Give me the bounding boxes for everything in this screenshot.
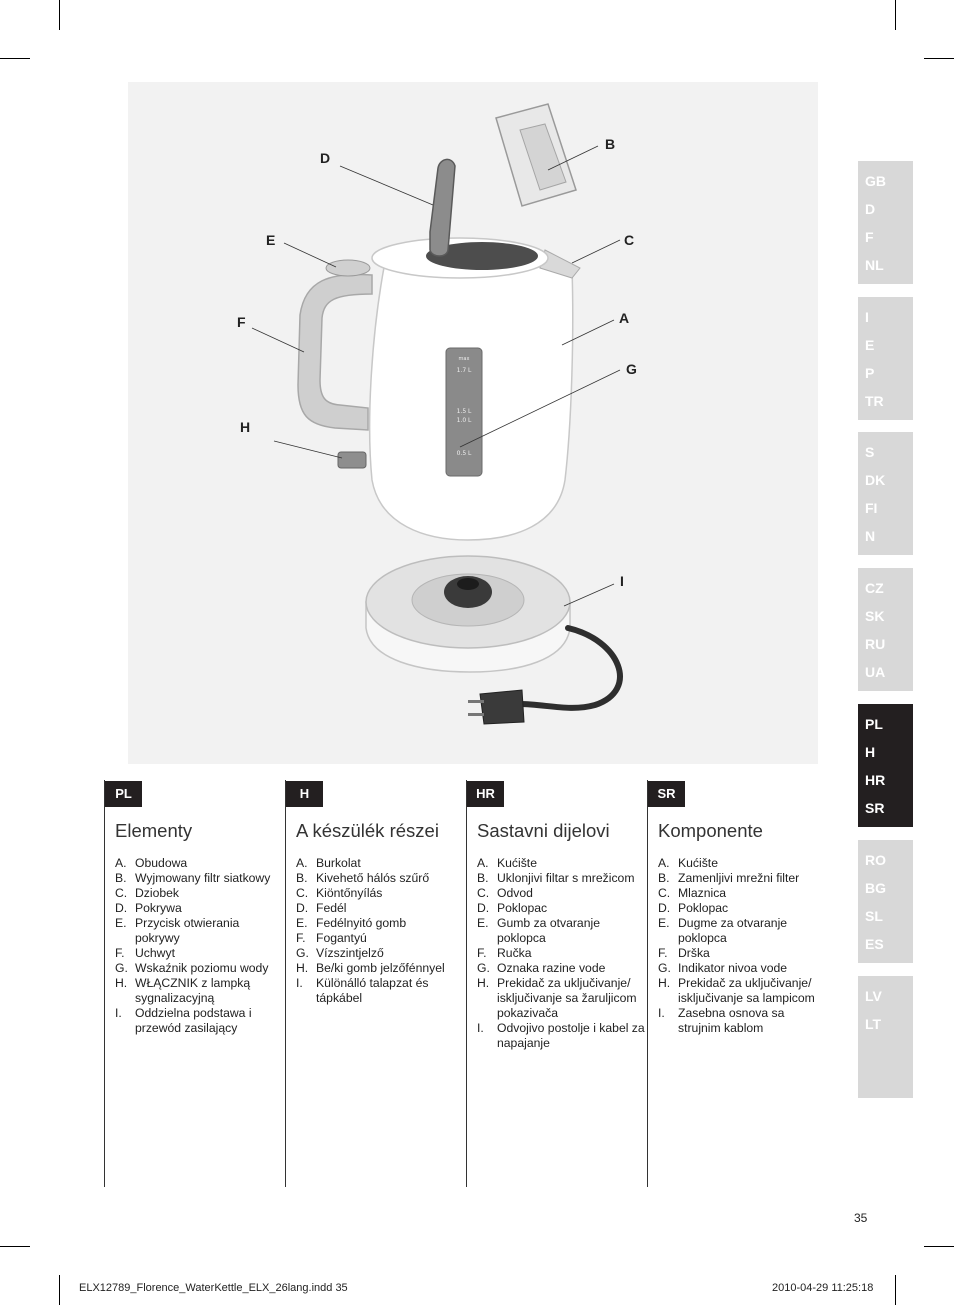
list-item: E. Dugme za otvaranje poklopca bbox=[658, 916, 788, 945]
parts-list-h bbox=[296, 856, 468, 1006]
crop-mark bbox=[924, 1246, 954, 1247]
list-item: B. Zamenljivi mrežni filter bbox=[658, 871, 800, 885]
gauge-label: max bbox=[458, 356, 470, 362]
section-title-hr: Sastavni dijelovi bbox=[477, 820, 610, 841]
gauge-label: 0.5 L bbox=[456, 450, 472, 457]
list-item: B. Uklonjivi filtar s mrežicom bbox=[477, 871, 635, 885]
list-item: A. Kućište bbox=[658, 856, 718, 870]
parts-list-sr bbox=[658, 856, 830, 1036]
list-item: F. Uchwyt bbox=[115, 946, 175, 960]
gauge-label: 1.7 L bbox=[456, 367, 472, 374]
language-link-h[interactable]: H bbox=[865, 744, 876, 760]
crop-mark bbox=[59, 1275, 60, 1305]
callout-g: G bbox=[626, 361, 637, 377]
language-link-sk[interactable]: SK bbox=[865, 608, 885, 624]
list-item: G. Indikator nivoa vode bbox=[658, 961, 788, 975]
crop-mark bbox=[895, 1275, 896, 1305]
callout-b: B bbox=[605, 136, 616, 152]
list-item: B. Kivehető hálós szűrő bbox=[296, 871, 430, 885]
gauge-label: 1.5 L bbox=[456, 408, 472, 415]
list-item: E. Przycisk otwierania pokrywy bbox=[115, 916, 240, 945]
language-link-ru[interactable]: RU bbox=[865, 636, 886, 652]
list-item: I. Odvojivo postolje i kabel za napajanje bbox=[477, 1021, 645, 1050]
footer-file-name: ELX12789_Florence_WaterKettle_ELX_26lang.indd 35 bbox=[79, 1282, 348, 1294]
language-link-gb[interactable]: GB bbox=[865, 173, 886, 189]
language-link-lt[interactable]: LT bbox=[865, 1016, 882, 1032]
callout-c: C bbox=[624, 232, 635, 248]
list-item: E. Gumb za otvaranje poklopca bbox=[477, 916, 600, 945]
language-link-s[interactable]: S bbox=[865, 444, 875, 460]
callout-h: H bbox=[240, 419, 251, 435]
column-divider bbox=[104, 780, 105, 1187]
language-group-i-e-p-tr bbox=[858, 297, 913, 420]
callout-i: I bbox=[620, 573, 624, 589]
language-link-i[interactable]: I bbox=[865, 309, 869, 325]
language-link-tr[interactable]: TR bbox=[865, 393, 884, 409]
parts-list-hr bbox=[477, 856, 649, 1051]
list-item: G. Vízszintjelző bbox=[296, 946, 384, 960]
list-item: C. Odvod bbox=[477, 886, 533, 900]
list-item: A. Kućište bbox=[477, 856, 537, 870]
language-group-ro-bg-sl-es bbox=[858, 840, 913, 963]
list-item: I. Zasebna osnova sa strujnim kablom bbox=[658, 1006, 785, 1035]
language-link-pl[interactable]: PL bbox=[865, 716, 883, 732]
list-item: I. Különálló talapzat és tápkábel bbox=[296, 976, 429, 1005]
language-tab-sr: SR bbox=[648, 781, 685, 807]
language-group-gb-d-f-nl bbox=[858, 161, 913, 284]
callout-a: A bbox=[619, 310, 630, 326]
language-group-cz-sk-ru-ua bbox=[858, 568, 913, 691]
callout-f: F bbox=[237, 314, 246, 330]
list-item: F. Drška bbox=[658, 946, 710, 960]
language-link-e[interactable]: E bbox=[865, 337, 875, 353]
list-item: H. WŁĄCZNIK z lampką sygnalizacyjną bbox=[115, 976, 251, 1005]
list-item: F. Ručka bbox=[477, 946, 532, 960]
footer-timestamp: 2010-04-29 11:25:18 bbox=[772, 1282, 874, 1294]
list-item: H. Prekidač za uključivanje/ isključivanje sa lampicom bbox=[658, 976, 815, 1005]
language-link-cz[interactable]: CZ bbox=[865, 580, 884, 596]
list-item: C. Dziobek bbox=[115, 886, 180, 900]
language-link-sl[interactable]: SL bbox=[865, 908, 883, 924]
list-item: A. Burkolat bbox=[296, 856, 361, 870]
list-item: E. Fedélnyitó gomb bbox=[296, 916, 407, 930]
section-title-h: A készülék részei bbox=[296, 820, 439, 841]
language-link-lv[interactable]: LV bbox=[865, 988, 882, 1004]
language-link-n[interactable]: N bbox=[865, 528, 876, 544]
language-group-lv-lt bbox=[858, 976, 913, 1098]
list-item: F. Fogantyú bbox=[296, 931, 367, 945]
list-item: B. Wyjmowany filtr siatkowy bbox=[115, 871, 271, 885]
list-item: I. Oddzielna podstawa i przewód zasilający bbox=[115, 1006, 252, 1035]
list-item: D. Fedél bbox=[296, 901, 347, 915]
callout-e: E bbox=[266, 232, 276, 248]
language-link-sr[interactable]: SR bbox=[865, 800, 885, 816]
language-link-ro[interactable]: RO bbox=[865, 852, 886, 868]
language-link-d[interactable]: D bbox=[865, 201, 876, 217]
language-tab-h: H bbox=[286, 781, 323, 807]
page-number: 35 bbox=[854, 1211, 868, 1225]
language-link-es[interactable]: ES bbox=[865, 936, 884, 952]
gauge-label: 1.0 L bbox=[456, 417, 472, 424]
language-link-dk[interactable]: DK bbox=[865, 472, 886, 488]
section-title-pl: Elementy bbox=[115, 820, 193, 841]
language-link-nl[interactable]: NL bbox=[865, 257, 884, 273]
language-link-ua[interactable]: UA bbox=[865, 664, 886, 680]
language-link-hr[interactable]: HR bbox=[865, 772, 886, 788]
crop-mark bbox=[0, 1246, 30, 1247]
language-link-bg[interactable]: BG bbox=[865, 880, 886, 896]
callout-d: D bbox=[320, 150, 331, 166]
language-tab-pl: PL bbox=[105, 781, 142, 807]
list-item: H. Be/ki gomb jelzőfénnyel bbox=[296, 961, 445, 975]
parts-list-pl bbox=[115, 856, 287, 1036]
list-item: C. Kiöntőnyílás bbox=[296, 886, 383, 900]
section-title-sr: Komponente bbox=[658, 820, 763, 841]
list-item: A. Obudowa bbox=[115, 856, 188, 870]
list-item: D. Poklopac bbox=[658, 901, 729, 915]
language-tab-hr: HR bbox=[467, 781, 504, 807]
language-group-s-dk-fi-n bbox=[858, 432, 913, 555]
list-item: D. Pokrywa bbox=[115, 901, 182, 915]
language-link-fi[interactable]: FI bbox=[865, 500, 878, 516]
language-group-pl-h-hr-sr-active bbox=[858, 704, 913, 827]
list-item: H. Prekidač za uključivanje/ isključivanje sa žaruljicom pokazivača bbox=[477, 976, 637, 1020]
list-item: D. Poklopac bbox=[477, 901, 548, 915]
language-link-p[interactable]: P bbox=[865, 365, 875, 381]
list-item: G. Wskaźnik poziomu wody bbox=[115, 961, 269, 975]
list-item: C. Mlaznica bbox=[658, 886, 727, 900]
language-link-f[interactable]: F bbox=[865, 229, 874, 245]
list-item: G. Oznaka razine vode bbox=[477, 961, 606, 975]
